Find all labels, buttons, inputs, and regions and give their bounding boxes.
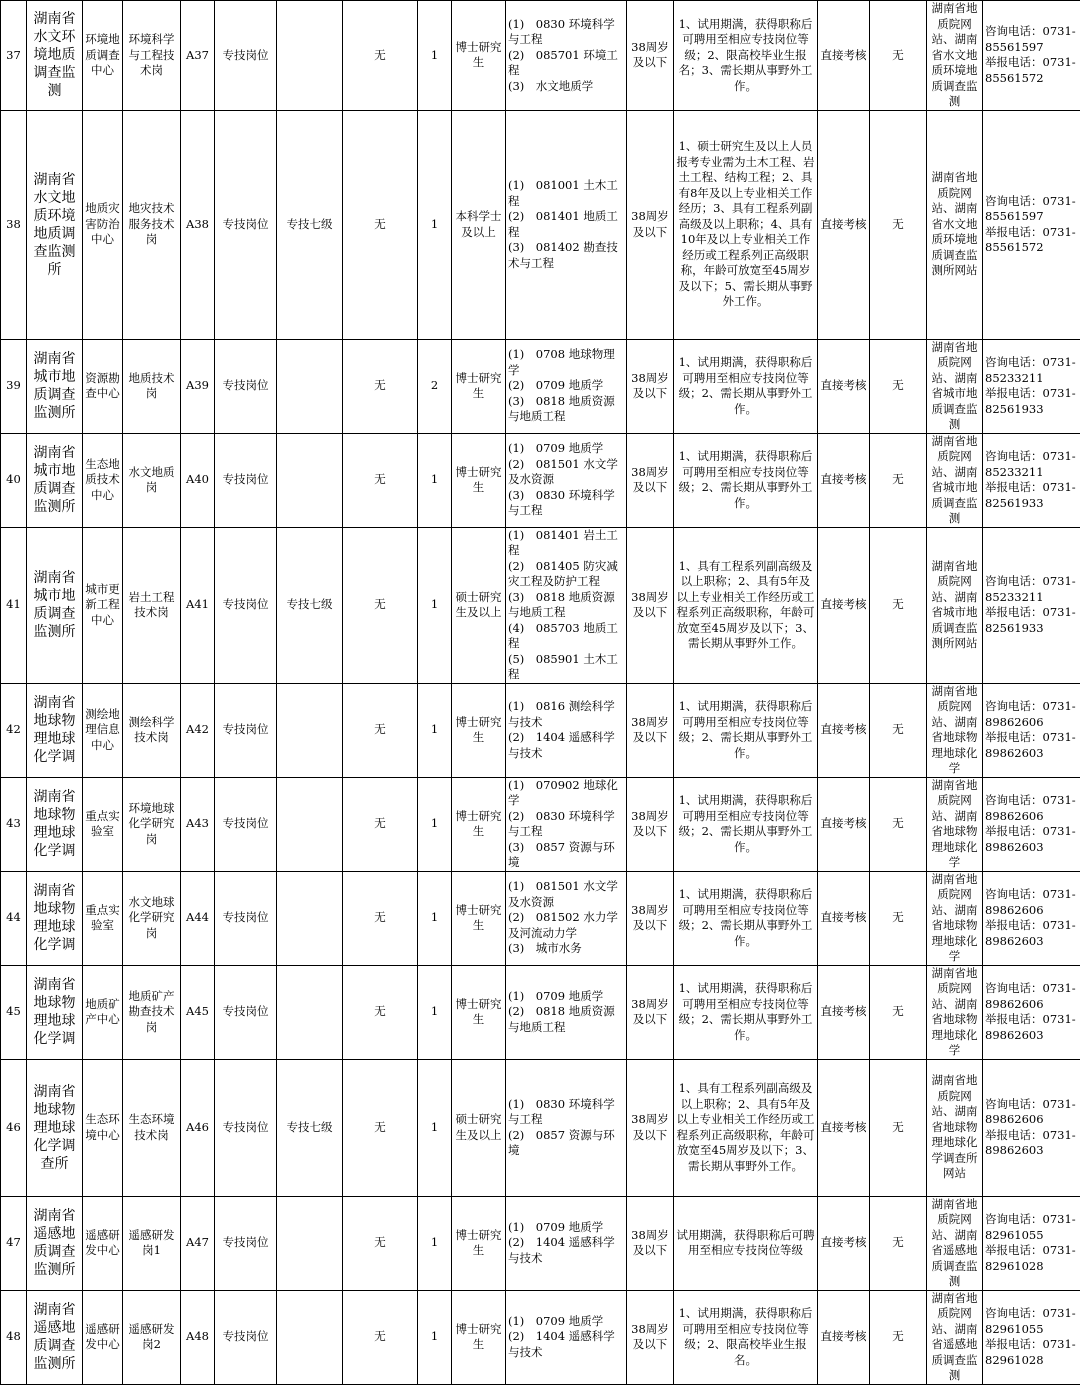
post-level-cell: 专技七级: [277, 527, 343, 683]
notes-cell: 1、具有工程系列副高级及以上职称；2、具有5年及以上专业相关工作经历或工程系列正高级职称，年龄可放宽至45周岁及以下；3、需长期从事野外工作。: [674, 527, 818, 683]
post-name-cell: 测绘科学技术岗: [123, 683, 181, 777]
org-name-cell: 湖南省城市地质调查监测所: [27, 339, 83, 433]
contact-line: 举报电话：0731-82961028: [985, 1337, 1078, 1368]
contact-line: 举报电话：0731-82961028: [985, 1243, 1078, 1274]
ratio-cell: 无: [343, 1196, 418, 1290]
notes-cell: 1、试用期满，获得职称后可聘用至相应专技岗位等级；2、限高校毕业生报名。: [674, 1290, 818, 1384]
age-cell: 38周岁及以下: [627, 1196, 674, 1290]
site-cell: 湖南省地质院网站、湖南省城市地质调查监测所网站: [927, 527, 983, 683]
education-cell: 博士研究生: [452, 1290, 506, 1384]
education-cell: 博士研究生: [452, 965, 506, 1059]
contact-cell: [983, 527, 1080, 683]
contact-line: 举报电话：0731-89862603: [985, 1012, 1078, 1043]
major-item: (1) 081401 岩土工程: [508, 528, 624, 559]
post-level-cell: [277, 1, 343, 111]
major-item: (1) 0830 环境科学与工程: [508, 1097, 624, 1128]
site-cell: 湖南省地质院网站、湖南省地球物理地球化学调查所网站: [927, 1059, 983, 1196]
ratio-cell: 无: [343, 110, 418, 339]
ratio-cell: 无: [343, 339, 418, 433]
count-cell: 1: [418, 433, 452, 527]
post-code-cell: A40: [181, 433, 215, 527]
post-category-cell: 专技岗位: [215, 1059, 277, 1196]
post-level-cell: [277, 683, 343, 777]
post-name-cell: 水文地球化学研究岗: [123, 871, 181, 965]
majors-cell: [506, 110, 627, 339]
major-item: (1) 070902 地球化学: [508, 778, 624, 809]
contact-line: 咨询电话：0731-85233211: [985, 449, 1078, 480]
post-category-cell: 专技岗位: [215, 683, 277, 777]
post-name-cell: 遥感研发岗2: [123, 1290, 181, 1384]
count-cell: 1: [418, 1290, 452, 1384]
site-cell: 湖南省地质院网站、湖南省地球物理地球化学: [927, 871, 983, 965]
count-cell: 1: [418, 683, 452, 777]
education-cell: 博士研究生: [452, 1196, 506, 1290]
department-cell: 城市更新工程中心: [83, 527, 123, 683]
table-row: [1, 1196, 1080, 1290]
other-cell: 无: [870, 871, 927, 965]
contact-line: 举报电话：0731-82561933: [985, 605, 1078, 636]
major-item: (1) 0709 地质学: [508, 441, 624, 457]
other-cell: 无: [870, 1059, 927, 1196]
row-number-cell: 44: [1, 871, 27, 965]
table-row: [1, 683, 1080, 777]
contact-line: 咨询电话：0731-89862606: [985, 1097, 1078, 1128]
major-item: (2) 1404 遥感科学与技术: [508, 730, 624, 761]
post-level-cell: [277, 965, 343, 1059]
row-number-cell: 48: [1, 1290, 27, 1384]
major-item: (2) 0857 资源与环境: [508, 1128, 624, 1159]
age-cell: 38周岁及以下: [627, 1, 674, 111]
majors-cell: [506, 339, 627, 433]
table-row: [1, 1, 1080, 111]
contact-line: 咨询电话：0731-85233211: [985, 355, 1078, 386]
site-cell: 湖南省地质院网站、湖南省遥感地质调查监测: [927, 1196, 983, 1290]
org-name-cell: 湖南省城市地质调查监测所: [27, 527, 83, 683]
major-item: (3) 0818 地质资源与地质工程: [508, 590, 624, 621]
notes-cell: 1、试用期满，获得职称后可聘用至相应专技岗位等级；2、需长期从事野外工作。: [674, 683, 818, 777]
ratio-cell: 无: [343, 965, 418, 1059]
method-cell: 直接考核: [818, 433, 870, 527]
major-item: (3) 081402 勘查技术与工程: [508, 240, 624, 271]
majors-cell: [506, 777, 627, 871]
major-item: (1) 0708 地球物理学: [508, 347, 624, 378]
major-item: (2) 081401 地质工程: [508, 209, 624, 240]
other-cell: 无: [870, 1, 927, 111]
other-cell: 无: [870, 527, 927, 683]
notes-cell: 1、试用期满，获得职称后可聘用至相应专技岗位等级；2、限高校毕业生报名；3、需长期从事野外工作。: [674, 1, 818, 111]
contact-line: 咨询电话：0731-85233211: [985, 574, 1078, 605]
education-cell: 硕士研究生及以上: [452, 527, 506, 683]
contact-cell: [983, 1059, 1080, 1196]
education-cell: 博士研究生: [452, 777, 506, 871]
post-category-cell: 专技岗位: [215, 527, 277, 683]
contact-line: 举报电话：0731-89862603: [985, 1128, 1078, 1159]
post-level-cell: [277, 1290, 343, 1384]
age-cell: 38周岁及以下: [627, 527, 674, 683]
department-cell: 遥感研发中心: [83, 1196, 123, 1290]
post-level-cell: [277, 1196, 343, 1290]
org-name-cell: 湖南省地球物理地球化学调: [27, 777, 83, 871]
contact-line: 举报电话：0731-89862603: [985, 918, 1078, 949]
post-name-cell: 生态环境技术岗: [123, 1059, 181, 1196]
education-cell: 博士研究生: [452, 871, 506, 965]
majors-cell: [506, 1290, 627, 1384]
education-cell: 博士研究生: [452, 433, 506, 527]
major-item: (3) 水文地质学: [508, 79, 624, 95]
table-row: [1, 527, 1080, 683]
majors-cell: [506, 1196, 627, 1290]
contact-line: 咨询电话：0731-85561597: [985, 194, 1078, 225]
age-cell: 38周岁及以下: [627, 683, 674, 777]
row-number-cell: 47: [1, 1196, 27, 1290]
department-cell: 地质灾害防治中心: [83, 110, 123, 339]
major-item: (2) 081502 水力学及河流动力学: [508, 910, 624, 941]
other-cell: 无: [870, 965, 927, 1059]
method-cell: 直接考核: [818, 1059, 870, 1196]
contact-line: 咨询电话：0731-89862606: [985, 887, 1078, 918]
post-level-cell: [277, 871, 343, 965]
majors-cell: [506, 1059, 627, 1196]
contact-line: 咨询电话：0731-89862606: [985, 793, 1078, 824]
row-number-cell: 39: [1, 339, 27, 433]
major-item: (3) 0818 地质资源与地质工程: [508, 394, 624, 425]
post-category-cell: 专技岗位: [215, 1290, 277, 1384]
department-cell: 地质矿产中心: [83, 965, 123, 1059]
count-cell: 2: [418, 339, 452, 433]
education-cell: 本科学士及以上: [452, 110, 506, 339]
count-cell: 1: [418, 527, 452, 683]
other-cell: 无: [870, 110, 927, 339]
major-item: (1) 0709 地质学: [508, 1220, 624, 1236]
method-cell: 直接考核: [818, 683, 870, 777]
contact-line: 咨询电话：0731-82961055: [985, 1212, 1078, 1243]
org-name-cell: 湖南省地球物理地球化学调: [27, 965, 83, 1059]
contact-line: 举报电话：0731-89862603: [985, 730, 1078, 761]
contact-line: 举报电话：0731-85561572: [985, 55, 1078, 86]
department-cell: 重点实验室: [83, 871, 123, 965]
post-level-cell: [277, 433, 343, 527]
major-item: (4) 085703 地质工程: [508, 621, 624, 652]
age-cell: 38周岁及以下: [627, 965, 674, 1059]
site-cell: 湖南省地质院网站、湖南省遥感地质调查监测: [927, 1290, 983, 1384]
row-number-cell: 43: [1, 777, 27, 871]
age-cell: 38周岁及以下: [627, 777, 674, 871]
contact-line: 举报电话：0731-89862603: [985, 824, 1078, 855]
ratio-cell: 无: [343, 777, 418, 871]
row-number-cell: 38: [1, 110, 27, 339]
ratio-cell: 无: [343, 1059, 418, 1196]
contact-cell: [983, 433, 1080, 527]
method-cell: 直接考核: [818, 1, 870, 111]
post-category-cell: 专技岗位: [215, 110, 277, 339]
age-cell: 38周岁及以下: [627, 871, 674, 965]
notes-cell: 1、试用期满，获得职称后可聘用至相应专技岗位等级；2、需长期从事野外工作。: [674, 777, 818, 871]
post-level-cell: [277, 339, 343, 433]
major-item: (5) 085901 土木工程: [508, 652, 624, 683]
majors-cell: [506, 433, 627, 527]
education-cell: 博士研究生: [452, 683, 506, 777]
age-cell: 38周岁及以下: [627, 433, 674, 527]
major-item: (2) 081501 水文学及水资源: [508, 457, 624, 488]
contact-cell: [983, 1290, 1080, 1384]
major-item: (1) 0830 环境科学与工程: [508, 17, 624, 48]
notes-cell: 1、试用期满，获得职称后可聘用至相应专技岗位等级；2、需长期从事野外工作。: [674, 339, 818, 433]
method-cell: 直接考核: [818, 110, 870, 339]
site-cell: 湖南省地质院网站、湖南省城市地质调查监测: [927, 339, 983, 433]
post-name-cell: 地质矿产勘查技术岗: [123, 965, 181, 1059]
contact-cell: [983, 871, 1080, 965]
row-number-cell: 37: [1, 1, 27, 111]
row-number-cell: 46: [1, 1059, 27, 1196]
row-number-cell: 40: [1, 433, 27, 527]
major-item: (2) 1404 遥感科学与技术: [508, 1329, 624, 1360]
majors-cell: [506, 871, 627, 965]
org-name-cell: 湖南省水文地质环境地质调查监测所: [27, 110, 83, 339]
site-cell: 湖南省地质院网站、湖南省地球物理地球化学: [927, 777, 983, 871]
post-code-cell: A47: [181, 1196, 215, 1290]
majors-cell: [506, 965, 627, 1059]
contact-cell: [983, 339, 1080, 433]
education-cell: 博士研究生: [452, 1, 506, 111]
majors-cell: [506, 1, 627, 111]
method-cell: 直接考核: [818, 1196, 870, 1290]
contact-cell: [983, 110, 1080, 339]
post-level-cell: 专技七级: [277, 1059, 343, 1196]
org-name-cell: 湖南省地球物理地球化学调: [27, 871, 83, 965]
major-item: (2) 085701 环境工程: [508, 48, 624, 79]
department-cell: 测绘地理信息中心: [83, 683, 123, 777]
major-item: (1) 0816 测绘科学与技术: [508, 699, 624, 730]
contact-line: 咨询电话：0731-85561597: [985, 24, 1078, 55]
major-item: (1) 0709 地质学: [508, 989, 624, 1005]
education-cell: 博士研究生: [452, 339, 506, 433]
major-item: (2) 0830 环境科学与工程: [508, 809, 624, 840]
count-cell: 1: [418, 777, 452, 871]
post-code-cell: A41: [181, 527, 215, 683]
contact-line: 举报电话：0731-82561933: [985, 480, 1078, 511]
department-cell: 重点实验室: [83, 777, 123, 871]
contact-cell: [983, 1196, 1080, 1290]
contact-cell: [983, 1, 1080, 111]
other-cell: 无: [870, 433, 927, 527]
site-cell: 湖南省地质院网站、湖南省水文地质环境地质调查监测所网站: [927, 110, 983, 339]
major-item: (1) 081001 土木工程: [508, 178, 624, 209]
row-number-cell: 45: [1, 965, 27, 1059]
post-level-cell: 专技七级: [277, 110, 343, 339]
contact-line: 咨询电话：0731-89862606: [985, 699, 1078, 730]
count-cell: 1: [418, 1059, 452, 1196]
department-cell: 生态环境中心: [83, 1059, 123, 1196]
table-row: [1, 433, 1080, 527]
post-code-cell: A46: [181, 1059, 215, 1196]
major-item: (1) 081501 水文学及水资源: [508, 879, 624, 910]
other-cell: 无: [870, 683, 927, 777]
org-name-cell: 湖南省水文环境地质调查监测: [27, 1, 83, 111]
post-code-cell: A39: [181, 339, 215, 433]
age-cell: 38周岁及以下: [627, 1059, 674, 1196]
notes-cell: 1、试用期满，获得职称后可聘用至相应专技岗位等级；2、需长期从事野外工作。: [674, 965, 818, 1059]
contact-line: 举报电话：0731-82561933: [985, 386, 1078, 417]
education-cell: 硕士研究生及以上: [452, 1059, 506, 1196]
age-cell: 38周岁及以下: [627, 110, 674, 339]
table-row: [1, 871, 1080, 965]
method-cell: 直接考核: [818, 871, 870, 965]
post-name-cell: 环境科学与工程技术岗: [123, 1, 181, 111]
department-cell: 生态地质技术中心: [83, 433, 123, 527]
method-cell: 直接考核: [818, 339, 870, 433]
post-category-cell: 专技岗位: [215, 871, 277, 965]
post-name-cell: 地质技术岗: [123, 339, 181, 433]
age-cell: 38周岁及以下: [627, 339, 674, 433]
post-category-cell: 专技岗位: [215, 777, 277, 871]
table-row: [1, 1059, 1080, 1196]
post-code-cell: A37: [181, 1, 215, 111]
table-row: [1, 777, 1080, 871]
post-code-cell: A42: [181, 683, 215, 777]
major-item: (3) 0830 环境科学与工程: [508, 488, 624, 519]
contact-line: 咨询电话：0731-89862606: [985, 981, 1078, 1012]
org-name-cell: 湖南省遥感地质调查监测所: [27, 1290, 83, 1384]
org-name-cell: 湖南省遥感地质调查监测所: [27, 1196, 83, 1290]
department-cell: 环境地质调查中心: [83, 1, 123, 111]
table-row: [1, 110, 1080, 339]
post-category-cell: 专技岗位: [215, 1, 277, 111]
notes-cell: 试用期满，获得职称后可聘用至相应专技岗位等级: [674, 1196, 818, 1290]
major-item: (3) 0857 资源与环境: [508, 840, 624, 871]
count-cell: 1: [418, 1196, 452, 1290]
table-row: [1, 965, 1080, 1059]
post-category-cell: 专技岗位: [215, 965, 277, 1059]
ratio-cell: 无: [343, 871, 418, 965]
majors-cell: [506, 683, 627, 777]
contact-line: 举报电话：0731-85561572: [985, 225, 1078, 256]
post-category-cell: 专技岗位: [215, 339, 277, 433]
post-code-cell: A44: [181, 871, 215, 965]
row-number-cell: 42: [1, 683, 27, 777]
method-cell: 直接考核: [818, 965, 870, 1059]
notes-cell: 1、试用期满，获得职称后可聘用至相应专技岗位等级；2、需长期从事野外工作。: [674, 871, 818, 965]
notes-cell: 1、具有工程系列副高级及以上职称；2、具有5年及以上专业相关工作经历或工程系列正高级职称，年龄可放宽至45周岁及以下；3、需长期从事野外工作。: [674, 1059, 818, 1196]
other-cell: 无: [870, 777, 927, 871]
contact-cell: [983, 777, 1080, 871]
major-item: (2) 081405 防灾减灾工程及防护工程: [508, 559, 624, 590]
major-item: (3) 城市水务: [508, 941, 624, 957]
post-category-cell: 专技岗位: [215, 433, 277, 527]
contact-cell: [983, 965, 1080, 1059]
table-body: [1, 1, 1080, 1385]
post-name-cell: 环境地球化学研究岗: [123, 777, 181, 871]
other-cell: 无: [870, 1290, 927, 1384]
ratio-cell: 无: [343, 527, 418, 683]
post-name-cell: 水文地质岗: [123, 433, 181, 527]
method-cell: 直接考核: [818, 777, 870, 871]
post-code-cell: A43: [181, 777, 215, 871]
notes-cell: 1、硕士研究生及以上人员报考专业需为土木工程、岩土工程、结构工程；2、具有8年及以上专业相关工作经历；3、具有工程系列副高级及以上职称；4、具有10年及以上专业相关工作经历或工程系列正高级职称，年龄可放宽至45周岁及以下；5、需长期从事野外工作。: [674, 110, 818, 339]
other-cell: 无: [870, 339, 927, 433]
post-category-cell: 专技岗位: [215, 1196, 277, 1290]
ratio-cell: 无: [343, 683, 418, 777]
notes-cell: 1、试用期满，获得职称后可聘用至相应专技岗位等级；2、需长期从事野外工作。: [674, 433, 818, 527]
site-cell: 湖南省地质院网站、湖南省城市地质调查监测: [927, 433, 983, 527]
method-cell: 直接考核: [818, 1290, 870, 1384]
count-cell: 1: [418, 965, 452, 1059]
method-cell: 直接考核: [818, 527, 870, 683]
age-cell: 38周岁及以下: [627, 1290, 674, 1384]
table-row: [1, 339, 1080, 433]
count-cell: 1: [418, 871, 452, 965]
site-cell: 湖南省地质院网站、湖南省水文地质环境地质调查监测: [927, 1, 983, 111]
site-cell: 湖南省地质院网站、湖南省地球物理地球化学: [927, 683, 983, 777]
other-cell: 无: [870, 1196, 927, 1290]
site-cell: 湖南省地质院网站、湖南省地球物理地球化学: [927, 965, 983, 1059]
department-cell: 遥感研发中心: [83, 1290, 123, 1384]
contact-cell: [983, 683, 1080, 777]
majors-cell: [506, 527, 627, 683]
department-cell: 资源勘查中心: [83, 339, 123, 433]
row-number-cell: 41: [1, 527, 27, 683]
org-name-cell: 湖南省地球物理地球化学调: [27, 683, 83, 777]
org-name-cell: 湖南省城市地质调查监测所: [27, 433, 83, 527]
contact-line: 咨询电话：0731-82961055: [985, 1306, 1078, 1337]
major-item: (2) 1404 遥感科学与技术: [508, 1235, 624, 1266]
post-level-cell: [277, 777, 343, 871]
ratio-cell: 无: [343, 433, 418, 527]
count-cell: 1: [418, 110, 452, 339]
org-name-cell: 湖南省地球物理地球化学调查所: [27, 1059, 83, 1196]
post-name-cell: 遥感研发岗1: [123, 1196, 181, 1290]
post-code-cell: A45: [181, 965, 215, 1059]
post-code-cell: A38: [181, 110, 215, 339]
post-name-cell: 地灾技术服务技术岗: [123, 110, 181, 339]
table-row: [1, 1290, 1080, 1384]
post-name-cell: 岩土工程技术岗: [123, 527, 181, 683]
major-item: (2) 0709 地质学: [508, 378, 624, 394]
major-item: (1) 0709 地质学: [508, 1314, 624, 1330]
ratio-cell: 无: [343, 1, 418, 111]
major-item: (2) 0818 地质资源与地质工程: [508, 1004, 624, 1035]
ratio-cell: 无: [343, 1290, 418, 1384]
count-cell: 1: [418, 1, 452, 111]
post-code-cell: A48: [181, 1290, 215, 1384]
